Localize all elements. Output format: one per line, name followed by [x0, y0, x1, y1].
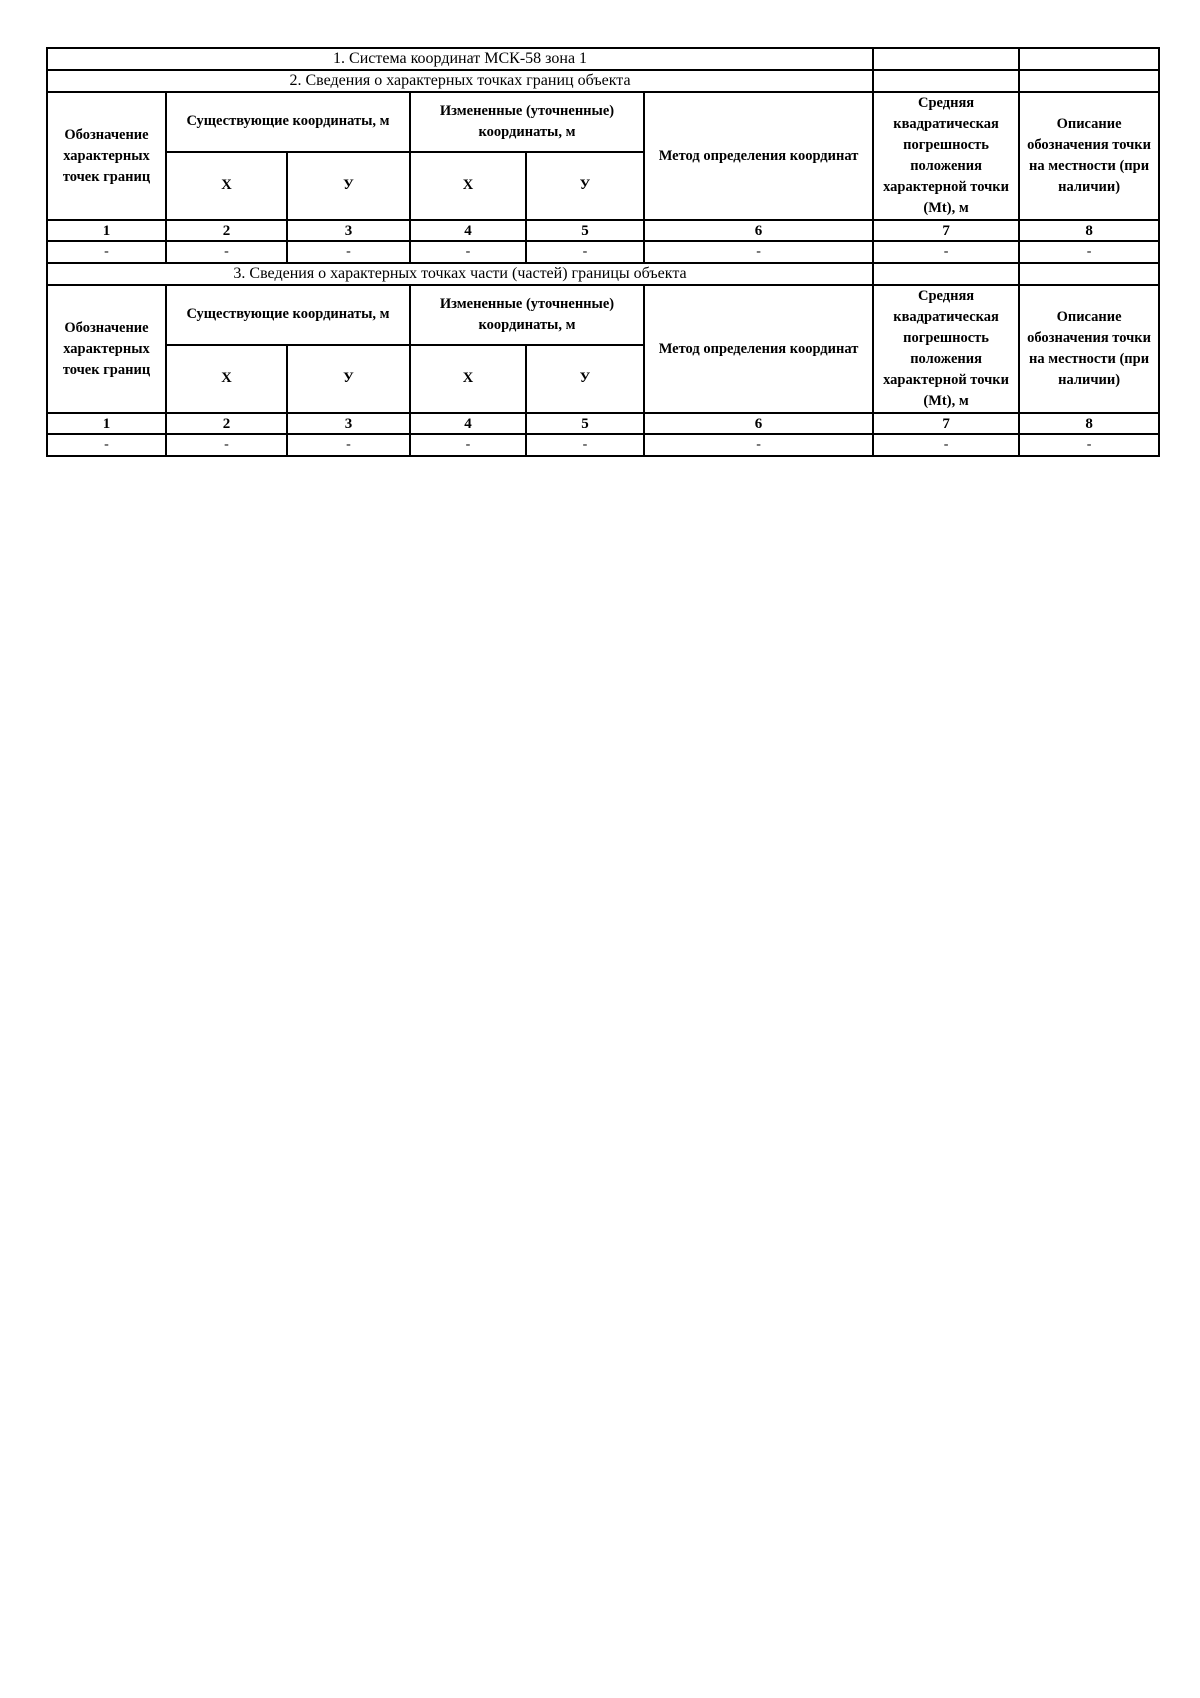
table-cell: -	[287, 434, 410, 456]
table-cell: -	[47, 434, 166, 456]
header-method: Метод определения координат	[644, 285, 873, 413]
table-cell: -	[873, 241, 1019, 263]
table-cell: -	[410, 241, 526, 263]
header-mean-square-error: Средняя квадратическая погрешность положения характерной точки (Mt), м	[873, 92, 1019, 220]
table-cell: -	[166, 434, 287, 456]
table-2-header-row	[47, 92, 1159, 152]
section-2-row	[47, 70, 1159, 92]
section-2-title: 2. Сведения о характерных точках границ объекта	[47, 70, 873, 92]
column-number: 5	[526, 220, 644, 241]
column-number: 3	[287, 220, 410, 241]
column-number: 7	[873, 413, 1019, 434]
header-existing-x: Х	[166, 345, 287, 413]
table-cell: -	[644, 241, 873, 263]
section-3-row	[47, 263, 1159, 285]
table-cell: -	[873, 434, 1019, 456]
table-cell: -	[410, 434, 526, 456]
header-method: Метод определения координат	[644, 92, 873, 220]
column-number: 4	[410, 413, 526, 434]
table-cell: -	[1019, 241, 1159, 263]
header-changed-x: Х	[410, 152, 526, 220]
empty-cell	[873, 263, 1019, 285]
empty-cell	[873, 48, 1019, 70]
header-designation: Обозначение характерных точек границ	[47, 92, 166, 220]
empty-cell	[873, 70, 1019, 92]
column-number: 2	[166, 220, 287, 241]
section-3-title: 3. Сведения о характерных точках части (частей) границы объекта	[47, 263, 873, 285]
coordinates-table	[46, 47, 1160, 457]
column-number: 8	[1019, 413, 1159, 434]
column-number: 1	[47, 220, 166, 241]
column-number: 6	[644, 220, 873, 241]
table-cell: -	[1019, 434, 1159, 456]
header-mean-square-error: Средняя квадратическая погрешность положения характерной точки (Mt), м	[873, 285, 1019, 413]
column-number: 2	[166, 413, 287, 434]
empty-cell	[1019, 48, 1159, 70]
column-number: 5	[526, 413, 644, 434]
header-existing-y: У	[287, 345, 410, 413]
column-number: 1	[47, 413, 166, 434]
table-row	[47, 241, 1159, 263]
column-number: 8	[1019, 220, 1159, 241]
table-cell: -	[287, 241, 410, 263]
table-cell: -	[644, 434, 873, 456]
table-cell: -	[47, 241, 166, 263]
empty-cell	[1019, 263, 1159, 285]
column-number: 3	[287, 413, 410, 434]
empty-cell	[1019, 70, 1159, 92]
header-changed-y: У	[526, 152, 644, 220]
table-3-header-row	[47, 285, 1159, 345]
header-existing-x: Х	[166, 152, 287, 220]
header-changed-x: Х	[410, 345, 526, 413]
table-row	[47, 434, 1159, 456]
column-number: 6	[644, 413, 873, 434]
table-cell: -	[166, 241, 287, 263]
table-cell: -	[526, 241, 644, 263]
section-1-row	[47, 48, 1159, 70]
section-1-title: 1. Система координат МСК-58 зона 1	[47, 48, 873, 70]
header-existing-coordinates: Существующие координаты, м	[166, 92, 410, 152]
header-description: Описание обозначения точки на местности (при наличии)	[1019, 92, 1159, 220]
header-changed-coordinates: Измененные (уточненные) координаты, м	[410, 285, 644, 345]
header-changed-y: У	[526, 345, 644, 413]
header-existing-y: У	[287, 152, 410, 220]
table-3-column-numbers-row	[47, 413, 1159, 434]
header-changed-coordinates: Измененные (уточненные) координаты, м	[410, 92, 644, 152]
table-2-column-numbers-row	[47, 220, 1159, 241]
header-designation: Обозначение характерных точек границ	[47, 285, 166, 413]
header-description: Описание обозначения точки на местности (при наличии)	[1019, 285, 1159, 413]
header-existing-coordinates: Существующие координаты, м	[166, 285, 410, 345]
column-number: 7	[873, 220, 1019, 241]
column-number: 4	[410, 220, 526, 241]
table-cell: -	[526, 434, 644, 456]
